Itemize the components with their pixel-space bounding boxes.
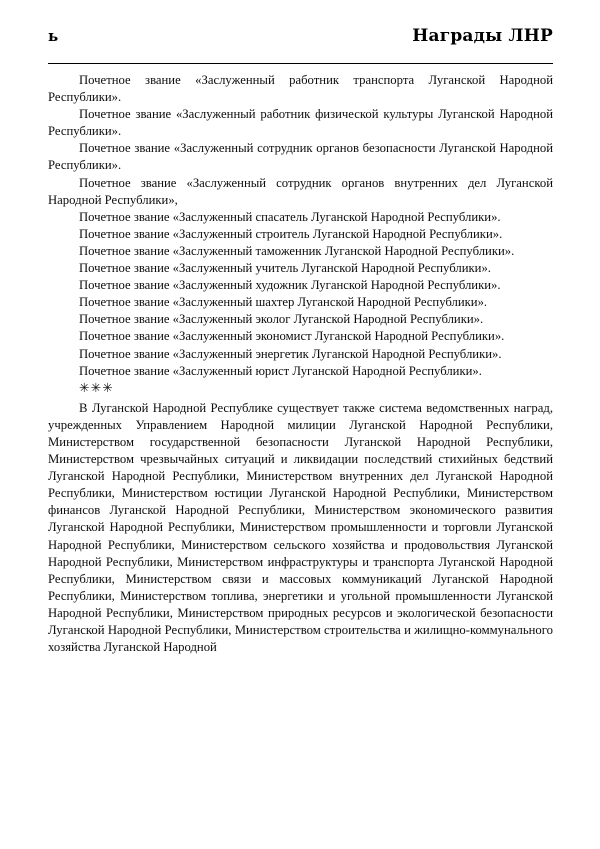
paragraph-honorary-title: Почетное звание «Заслуженный юрист Луганской Народной Республики». xyxy=(79,363,482,378)
body-text xyxy=(48,72,553,656)
paragraph-honorary-title: Почетное звание «Заслуженный учитель Луганской Народной Республики». xyxy=(79,261,491,276)
running-header xyxy=(48,0,553,58)
paragraph-honorary-title: Почетное звание «Заслуженный таможенник Луганской Народной Республики». xyxy=(79,243,515,258)
paragraph-honorary-title: Почетное звание «Заслуженный художник Луганской Народной Республики». xyxy=(79,278,501,293)
paragraph-honorary-title: Почетное звание «Заслуженный шахтер Луганской Народной Республики». xyxy=(79,295,488,310)
paragraph-honorary-title: Почетное звание «Заслуженный работник физической культуры Луганской Народной Республики». xyxy=(48,107,553,139)
paragraph-honorary-title: Почетное звание «Заслуженный работник транспорта Луганской Народной Республики». xyxy=(48,73,553,105)
paragraph-honorary-title: Почетное звание «Заслуженный строитель Луганской Народной Республики». xyxy=(79,226,503,241)
header-divider-rule xyxy=(48,63,553,64)
paragraph-honorary-title: Почетное звание «Заслуженный энергетик Луганской Народной Республики». xyxy=(79,346,502,361)
page-content-column xyxy=(48,0,553,656)
paragraph-departmental-awards: В Луганской Народной Республике существует также система ведомственных наград, учрежденных Управлением Народной милиции Луганской Народной Республики, Министерством государственной безопасности Луганской Народной Республики, Министерством чрезвычайных ситуаций и ликвидации последствий стихийных бедствий Луганской Народной Республики, Министерством внутренних дел Луганской Народной Республики, Министерством юстиции Луганской Народной Республики, Министерством финансов Луганской Народной Республики, Министерством экономического развития Луганской Народной Республики, Министерством промышленности и торговли Луганской Народной Республики, Министерством сельского хозяйства и продовольствия Луганской Народной Республики, Министерством инфраструктуры и транспорта Луганской Народной Республики, Министерством связи и массовых коммуникаций Луганской Народной Республики, Министерством топлива, энергетики и угольной промышленности Луганской Народной Республики, Министерством природных ресурсов и экологической безопасности Луганской Народной Республики, Министерством строительства и жилищно-коммунального хозяйства Луганской Народной xyxy=(48,400,553,655)
header-title: Награды ЛНР xyxy=(412,26,553,46)
paragraph-honorary-title: Почетное звание «Заслуженный экономист Луганской Народной Республики». xyxy=(79,329,505,344)
paragraph-honorary-title: Почетное звание «Заслуженный сотрудник органов безопасности Луганской Народной Республики». xyxy=(48,141,553,173)
page-number: ь xyxy=(48,27,59,45)
paragraph-honorary-title: Почетное звание «Заслуженный сотрудник органов внутренних дел Луганской Народной Республики», xyxy=(48,175,553,207)
paragraph-honorary-title: Почетное звание «Заслуженный эколог Луганской Народной Республики». xyxy=(79,312,484,327)
paragraph-honorary-title: Почетное звание «Заслуженный спасатель Луганской Народной Республики». xyxy=(79,209,501,224)
section-separator-asterisks: ✳✳✳ xyxy=(79,380,114,395)
